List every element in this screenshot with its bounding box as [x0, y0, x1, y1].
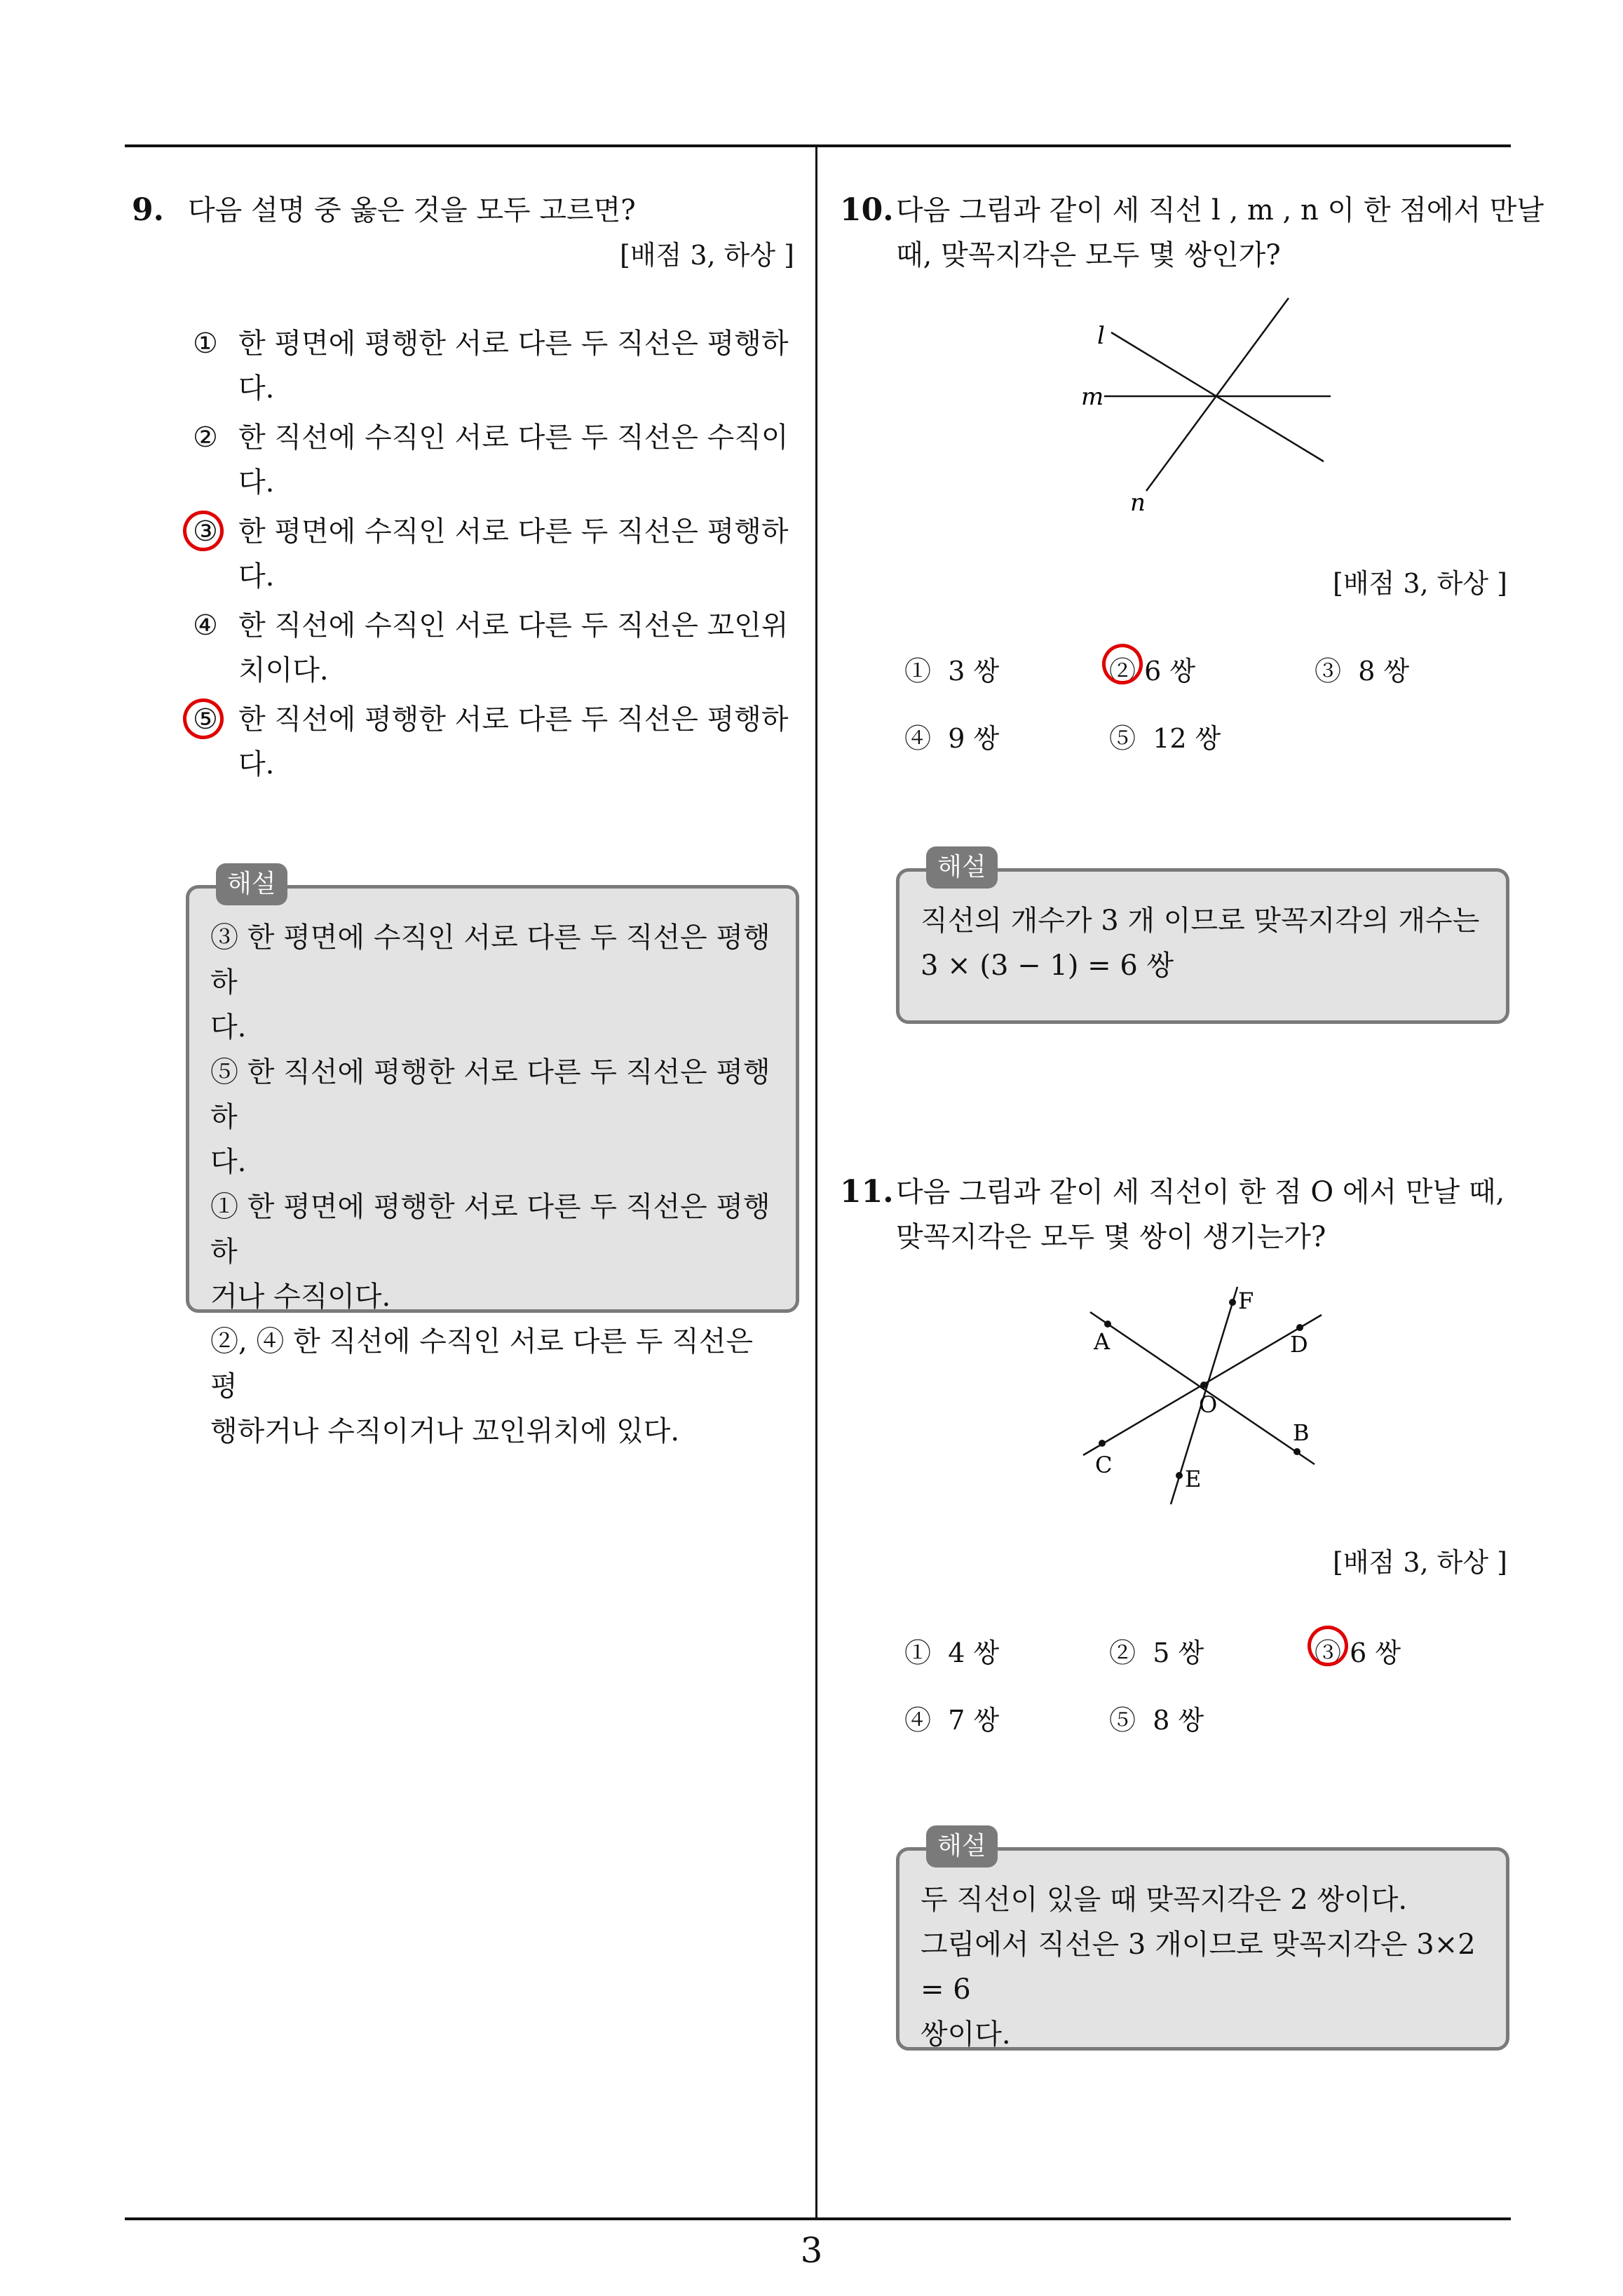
choice-mark: ④ — [904, 723, 932, 754]
option-text: 한 직선에 수직인 서로 다른 두 직선은 꼬인위 — [238, 609, 789, 642]
explanation-line: 행하거나 수직이거나 꼬인위치에 있다. — [210, 1415, 680, 1447]
explanation-box-q10 — [896, 853, 1509, 1024]
explanation-line: ③ 한 평면에 수직인 서로 다른 두 직선은 평행하 — [210, 921, 770, 999]
line-n — [1146, 298, 1289, 491]
choice-mark: ⑤ — [1109, 1705, 1136, 1736]
explanation-box-q11 — [896, 1832, 1509, 2051]
option-3[interactable] — [193, 509, 796, 599]
bottom-rule — [125, 2217, 1511, 2220]
question-10-stem — [840, 188, 1544, 278]
question-9 — [132, 188, 794, 278]
option-text-cont: 치이다. — [238, 654, 329, 687]
answer-circle-mark — [1304, 1622, 1352, 1670]
question-text: 다음 그림과 같이 세 직선이 한 점 O 에서 만날 때, — [896, 1176, 1505, 1208]
explanation-line: 두 직선이 있을 때 맞꼭지각은 2 쌍이다. — [921, 1884, 1408, 1916]
label-F: F — [1238, 1288, 1254, 1314]
point-B — [1293, 1448, 1301, 1455]
choice-text: 6 쌍 — [1144, 656, 1196, 687]
label-O: O — [1199, 1391, 1218, 1418]
label-A: A — [1094, 1328, 1111, 1355]
explanation-box-q9 — [186, 870, 799, 1447]
choice-5[interactable] — [1109, 1699, 1204, 1737]
explanation-line: 쌍이다. — [921, 2018, 1011, 2051]
choice-2[interactable] — [1109, 1631, 1204, 1670]
choice-mark: ② — [1109, 1637, 1136, 1668]
choice-text: 12 쌍 — [1153, 723, 1221, 754]
choice-text: 9 쌍 — [948, 723, 1000, 754]
question-number: 10. — [840, 192, 894, 228]
question-number: 9. — [132, 192, 164, 228]
answer-circle-mark — [1099, 640, 1147, 689]
choice-1[interactable] — [904, 1631, 999, 1670]
choice-mark: ③ — [1315, 656, 1342, 687]
label-B: B — [1293, 1419, 1310, 1446]
option-text: 한 평면에 수직인 서로 다른 두 직선은 평행하 — [238, 515, 789, 548]
q10-choices — [904, 649, 1507, 755]
explanation-line: ① 한 평면에 평행한 서로 다른 두 직선은 평행하 — [210, 1191, 770, 1268]
explanation-line: 다. — [210, 1011, 247, 1044]
label-m: m — [1081, 383, 1104, 411]
choice-text: 8 쌍 — [1153, 1705, 1204, 1736]
choice-5[interactable] — [1109, 717, 1221, 755]
explanation-line: 다. — [210, 1146, 247, 1178]
choice-mark: ② — [1109, 656, 1136, 687]
three-lines-figure — [1066, 288, 1346, 526]
question-text: 다음 설명 중 옳은 것을 모두 고르면? — [188, 194, 636, 227]
label-C: C — [1095, 1452, 1113, 1478]
q11-choices — [904, 1631, 1507, 1736]
label-l: l — [1097, 322, 1105, 350]
choice-text: 3 쌍 — [948, 656, 1000, 687]
point-C — [1099, 1440, 1106, 1447]
explanation-tag: 해설 — [926, 846, 998, 889]
choice-text: 7 쌍 — [948, 1705, 1000, 1736]
choice-text: 5 쌍 — [1153, 1637, 1204, 1668]
explanation-tag: 해설 — [216, 863, 287, 905]
three-lines-point-O-figure — [1073, 1276, 1339, 1508]
explanation-line: 직선의 개수가 3 개 이므로 맞꼭지각의 개수는 — [921, 905, 1480, 937]
point-O — [1200, 1382, 1207, 1389]
answer-circle-mark — [179, 695, 228, 743]
option-text: 한 직선에 평행한 서로 다른 두 직선은 평행하 — [238, 703, 789, 736]
option-1[interactable] — [193, 321, 796, 411]
question-9-options — [193, 321, 796, 787]
choice-mark: ③ — [1315, 1637, 1342, 1668]
explanation-line: ②, ④ 한 직선에 수직인 서로 다른 두 직선은 평 — [210, 1325, 754, 1403]
option-mark: ① — [193, 327, 218, 360]
choice-3[interactable] — [1315, 649, 1409, 688]
option-mark: ⑤ — [193, 703, 218, 736]
top-rule — [125, 144, 1511, 147]
option-text-cont: 다. — [238, 466, 275, 499]
score-label: [배점 3, 하상 ] — [1333, 1547, 1507, 1578]
choice-text: 8 쌍 — [1358, 656, 1410, 687]
option-mark: ③ — [193, 515, 218, 548]
choice-text: 4 쌍 — [948, 1637, 1000, 1668]
option-2[interactable] — [193, 415, 796, 505]
explanation-line: 3 × (3 − 1) = 6 쌍 — [921, 950, 1174, 982]
option-mark: ④ — [193, 609, 218, 642]
label-E: E — [1185, 1466, 1202, 1492]
question-text-cont: 맞꼭지각은 모두 몇 쌍이 생기는가? — [896, 1221, 1326, 1253]
point-E — [1176, 1472, 1183, 1479]
point-D — [1296, 1324, 1303, 1331]
option-text: 한 평면에 평행한 서로 다른 두 직선은 평행하 — [238, 327, 789, 360]
explanation-line: 그림에서 직선은 3 개이므로 맞꼭지각은 3×2 = 6 — [921, 1929, 1476, 2006]
question-text-cont: 때, 맞꼭지각은 모두 몇 쌍인가? — [896, 239, 1281, 271]
option-text-cont: 다. — [238, 372, 275, 405]
question-9-stem — [132, 188, 794, 233]
score-label: [배점 3, 하상 ] — [1333, 568, 1507, 599]
choice-4[interactable] — [904, 717, 999, 755]
choice-text: 6 쌍 — [1350, 1637, 1401, 1668]
choice-4[interactable] — [904, 1699, 999, 1737]
option-5[interactable] — [193, 697, 796, 787]
point-A — [1104, 1321, 1111, 1328]
choice-mark: ④ — [904, 1705, 932, 1736]
choice-2[interactable] — [1109, 649, 1195, 688]
question-number: 11. — [840, 1174, 894, 1210]
choice-mark: ⑤ — [1109, 723, 1136, 754]
option-text: 한 직선에 수직인 서로 다른 두 직선은 수직이 — [238, 421, 789, 454]
option-mark: ② — [193, 421, 218, 454]
label-n: n — [1130, 489, 1146, 517]
option-4[interactable] — [193, 603, 796, 693]
label-D: D — [1290, 1331, 1308, 1358]
choice-mark: ① — [904, 1637, 932, 1668]
question-text: 다음 그림과 같이 세 직선 l , m , n 이 한 점에서 만날 — [896, 194, 1544, 227]
question-11 — [840, 1170, 1513, 1260]
choice-mark: ① — [904, 656, 932, 687]
question-11-stem — [840, 1170, 1513, 1260]
explanation-line: 거나 수직이다. — [210, 1281, 391, 1313]
option-text-cont: 다. — [238, 748, 275, 781]
column-divider — [815, 146, 817, 2219]
option-text-cont: 다. — [238, 560, 275, 593]
choice-1[interactable] — [904, 649, 999, 688]
explanation-tag: 해설 — [926, 1825, 998, 1868]
answer-circle-mark — [179, 507, 228, 555]
score-label: [배점 3, 하상 ] — [620, 240, 794, 271]
question-10 — [840, 188, 1544, 278]
point-F — [1229, 1299, 1236, 1306]
choice-3[interactable] — [1315, 1631, 1401, 1670]
explanation-line: ⑤ 한 직선에 평행한 서로 다른 두 직선은 평행하 — [210, 1056, 770, 1133]
page-number: 3 — [800, 2230, 823, 2271]
